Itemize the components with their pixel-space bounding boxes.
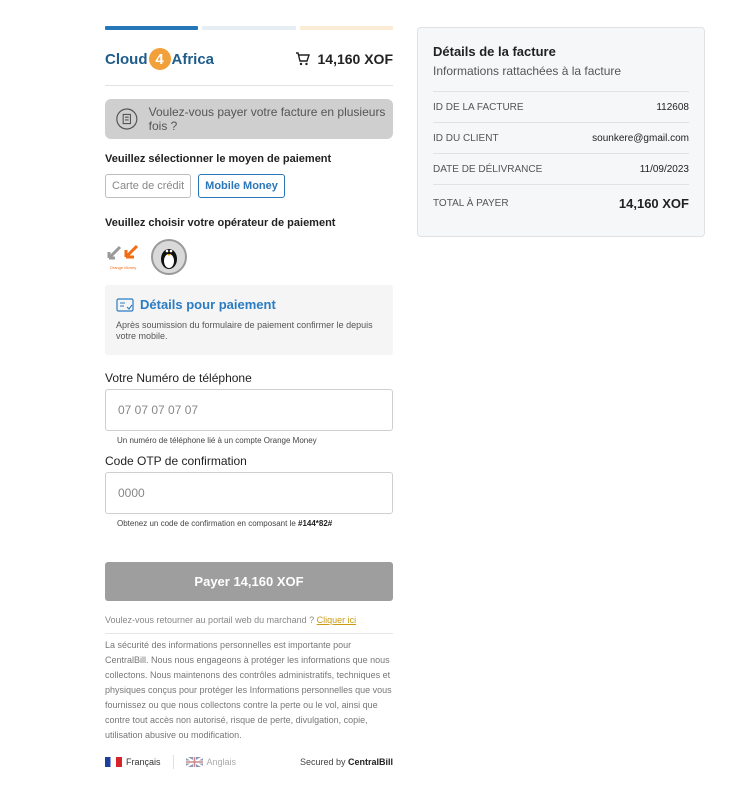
- credit-card-button[interactable]: Carte de crédit: [105, 174, 191, 198]
- installments-text: Voulez-vous payer votre facture en plusieurs fois ?: [148, 105, 386, 133]
- payment-form-column: [105, 26, 393, 769]
- invoice-row-key: DATE DE DÉLIVRANCE: [433, 163, 543, 175]
- invoice-total-key: TOTAL À PAYER: [433, 197, 509, 209]
- details-text: Après soumission du formulaire de paiement confirmer le depuis votre mobile.: [116, 320, 373, 341]
- otp-hint-code: #144*82#: [298, 519, 333, 528]
- orange-money-operator[interactable]: [105, 239, 141, 275]
- svg-text:Orange Money: Orange Money: [109, 265, 137, 270]
- french-flag-icon: [105, 757, 122, 767]
- phone-hint: Un numéro de téléphone lié à un compte Orange Money: [117, 436, 317, 445]
- otp-hint: [105, 519, 393, 528]
- payment-method-label: Veuillez sélectionner le moyen de paiement: [105, 153, 332, 165]
- logo-text-left: Cloud: [105, 50, 148, 68]
- secured-prefix: Secured by: [299, 757, 348, 767]
- installment-icon: [115, 106, 139, 132]
- invoice-subtitle: Informations rattachées à la facture: [433, 64, 622, 78]
- invoice-row: [433, 92, 689, 123]
- back-link[interactable]: Cliquer ici: [316, 615, 357, 625]
- privacy-notice: La sécurité des informations personnelles est importante pour CentralBill. Nous nous engageons à protéger les informations que nous collectons. Nous maintenons des contrôles administratifs, techniques et physiques conçus pour protéger les Informations personnelles que vous fournissez ou que nous collectons contre la perte ou le vol, ainsi que contre tout accès non autorisé, risque de perte, divulgation, copie, utilisation abusive ou modification.: [105, 640, 392, 740]
- progress-step-3: [300, 26, 393, 30]
- operator-options: [105, 239, 393, 275]
- divider: [105, 85, 393, 86]
- cart-amount: [295, 51, 394, 67]
- payment-method-options: [105, 174, 393, 198]
- invoice-details-card: [417, 27, 705, 237]
- back-to-merchant: [105, 615, 393, 625]
- otp-label: Code OTP de confirmation: [105, 454, 247, 468]
- otp-input[interactable]: 0000: [105, 472, 393, 514]
- logo-number: 4: [149, 48, 171, 70]
- invoice-title: Détails de la facture: [433, 44, 556, 59]
- payment-details-box: [105, 285, 393, 355]
- divider: [173, 755, 174, 769]
- phone-input[interactable]: 07 07 07 07 07: [105, 389, 393, 431]
- invoice-row-key: ID DU CLIENT: [433, 132, 499, 144]
- otp-hint-text: Obtenez un code de confirmation en composant le: [117, 519, 298, 528]
- header-amount: 14,160 XOF: [317, 51, 393, 67]
- progress-step-1: [105, 26, 198, 30]
- invoice-row-value: 11/09/2023: [639, 163, 689, 175]
- invoice-row: [433, 123, 689, 154]
- phone-label: Votre Numéro de téléphone: [105, 371, 252, 385]
- lang-french[interactable]: [105, 757, 161, 767]
- lang-english-label: Anglais: [206, 757, 237, 767]
- installments-banner[interactable]: [105, 99, 393, 139]
- penguin-operator[interactable]: [151, 239, 187, 275]
- form-header: [105, 46, 393, 72]
- logo-text-right: Africa: [171, 50, 215, 68]
- operator-label: Veuillez choisir votre opérateur de paiement: [105, 217, 336, 229]
- cloud4africa-logo: [105, 48, 214, 70]
- cart-icon: [295, 52, 310, 66]
- orange-money-logo: [106, 242, 140, 272]
- secured-by: [300, 757, 393, 767]
- payment-details-title: [116, 297, 382, 312]
- details-title-text: Détails pour paiement: [140, 297, 276, 312]
- payment-details-icon: [116, 298, 134, 312]
- progress-step-2: [202, 26, 295, 30]
- footer: [105, 755, 393, 769]
- divider: [105, 633, 393, 634]
- penguin-icon: [158, 243, 180, 271]
- lang-french-label: Français: [126, 757, 161, 767]
- invoice-row-key: ID DE LA FACTURE: [433, 101, 524, 113]
- pay-button[interactable]: Payer 14,160 XOF: [105, 562, 393, 601]
- mobile-money-button[interactable]: Mobile Money: [198, 174, 285, 198]
- step-progress: [105, 26, 393, 30]
- secured-brand: CentralBill: [347, 757, 393, 767]
- invoice-row-value: 112608: [656, 101, 689, 113]
- invoice-total-row: [433, 185, 689, 221]
- uk-flag-icon: [186, 757, 203, 767]
- invoice-row: [433, 154, 689, 185]
- invoice-row-value: sounkere@gmail.com: [592, 132, 689, 144]
- invoice-rows: [433, 91, 689, 221]
- lang-english[interactable]: [186, 757, 237, 767]
- back-text: Voulez-vous retourner au portail web du marchand ?: [105, 615, 317, 625]
- invoice-total-value: 14,160 XOF: [618, 195, 689, 211]
